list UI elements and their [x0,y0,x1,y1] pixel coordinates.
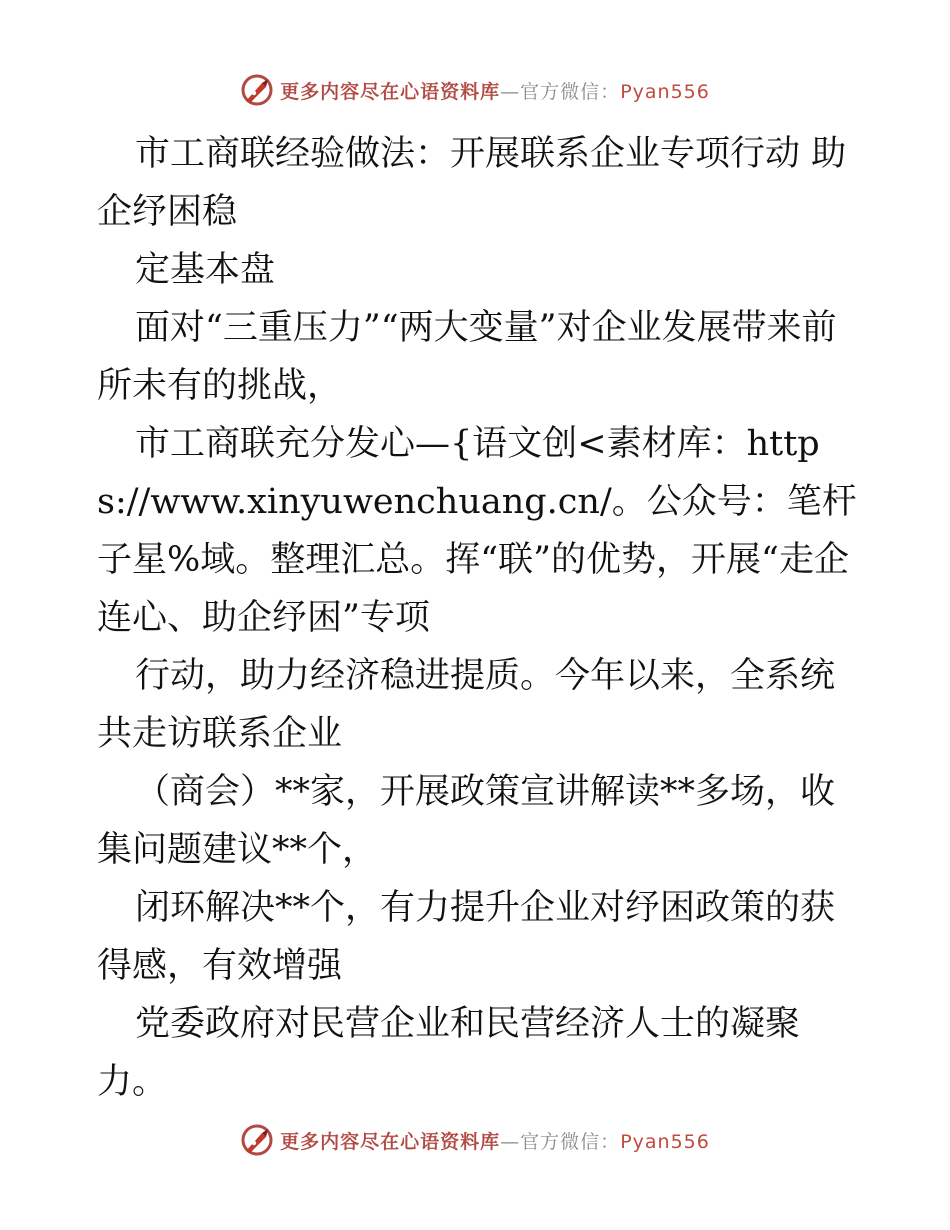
banner-separator: — [500,80,521,103]
paragraph: （商会）**家，开展政策宣讲解读**多场，收集问题建议**个， [97,772,836,870]
paragraph: 闭环解决**个，有力提升企业对纾困政策的获得感，有效增强 [97,888,836,986]
banner-main-text: 更多内容尽在心语资料库 [280,80,501,103]
document-body [97,125,857,1111]
banner-text [280,1127,710,1154]
paragraph: 市工商联充分发心—{语文创<素材库：https://www.xinyuwenchuang.cn/。公众号：笔杆子星%域。整理汇总。挥“联”的优势，开展“走企连心、助企纾困”专项 [97,424,857,638]
banner-wechat-label: 官方微信： [520,1130,621,1153]
paragraph: 定基本盘 [135,250,276,290]
banner-separator: — [500,1130,521,1153]
pen-nib-logo-icon [240,73,274,107]
banner-wechat-id: Pyan556 [620,80,710,103]
banner-wechat-id: Pyan556 [620,1130,710,1153]
footer-banner [0,1120,950,1160]
paragraph: 行动，助力经济稳进提质。今年以来，全系统共走访联系企业 [97,656,836,754]
paragraph: 面对“三重压力”“两大变量”对企业发展带来前所未有的挑战， [97,308,837,406]
pen-nib-logo-icon [240,1123,274,1157]
paragraph: 党委政府对民营企业和民营经济人士的凝聚力。 [97,1004,801,1102]
header-banner [0,70,950,110]
banner-text [280,77,710,104]
banner-main-text: 更多内容尽在心语资料库 [280,1130,501,1153]
paragraph: 市工商联经验做法：开展联系企业专项行动 助企纾困稳 [97,134,847,232]
banner-wechat-label: 官方微信： [520,80,621,103]
